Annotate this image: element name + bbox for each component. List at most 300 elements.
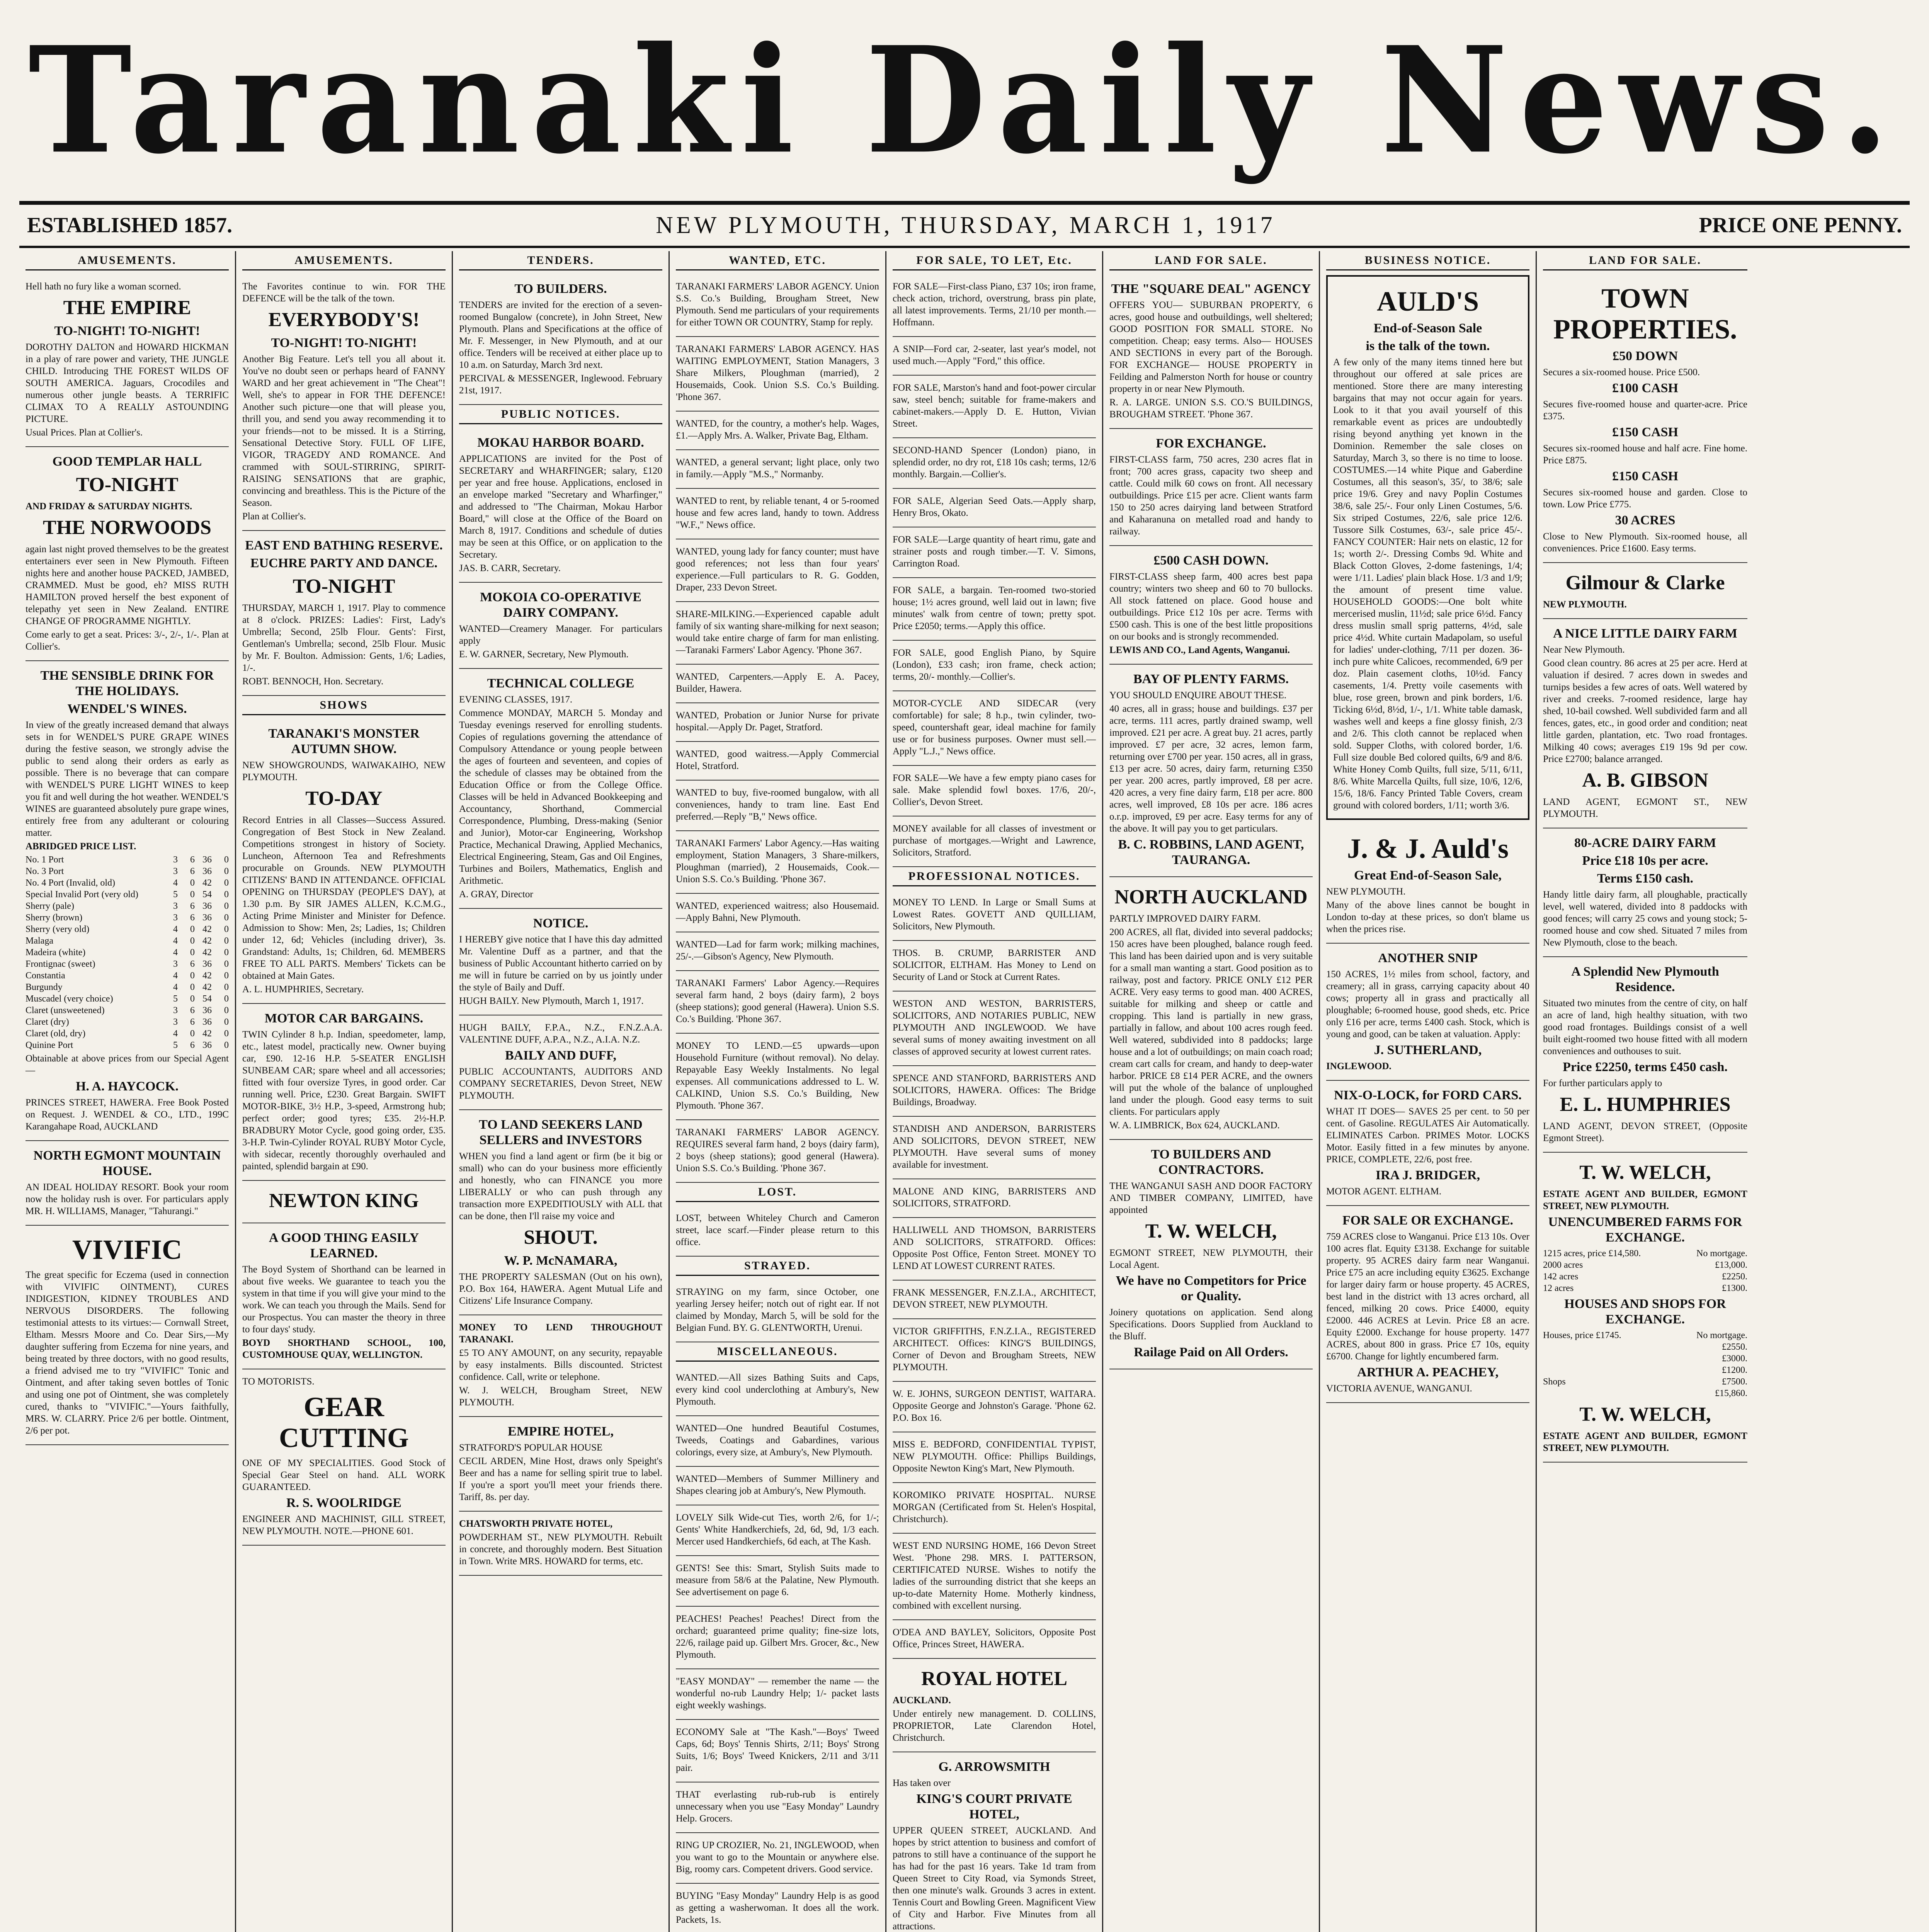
price-cell: 5	[173, 994, 178, 1004]
ad-footer: A. GRAY, Director	[459, 889, 533, 900]
price-cell: 4	[173, 936, 178, 946]
price-list-heading: ABRIDGED PRICE LIST.	[26, 841, 136, 852]
price-cell: 0	[224, 971, 229, 981]
ad-subtitle-2: AND FRIDAY & SATURDAY NIGHTS.	[26, 501, 192, 512]
property-text: Secures a six-roomed house. Price £500.	[1543, 367, 1700, 378]
ad-name: E. L. HUMPHRIES	[1560, 1094, 1731, 1116]
ad-intro: Hell hath no fury like a woman scorned.	[26, 281, 181, 292]
property-heading: £100 CASH	[1612, 381, 1678, 395]
newton-king-ad	[242, 1181, 446, 1223]
ad-name: R. S. WOOLRIDGE	[286, 1496, 401, 1510]
wanted-ad	[676, 1034, 879, 1120]
price-item: Claret (dry)	[26, 1017, 69, 1027]
farm-row	[1543, 1282, 1747, 1294]
ad-body: THAT everlasting rub-rub-rub is entirely unnecessary when you use "Easy Monday" Laundry Help. Grocers.	[676, 1789, 879, 1824]
ad-title: MOTOR CAR BARGAINS.	[264, 1011, 424, 1026]
section-heading: SHOWS	[242, 696, 446, 715]
professional-notices-list	[893, 890, 1096, 1659]
price-cell: 0	[224, 1017, 229, 1027]
price-item: Special Invalid Port (very old)	[26, 889, 138, 900]
strayed-ad	[676, 1280, 879, 1342]
ad-body: STANDISH AND ANDERSON, BARRISTERS AND SOLICITORS, DEVON STREET, NEW PLYMOUTH. Have several sums of money available for investment.	[893, 1124, 1096, 1170]
dateline-bar	[19, 201, 1910, 248]
price-row	[26, 900, 229, 912]
ad-body: WANTED, a general servant; light place, only two in family.—Apply "M.S.," Normanby.	[676, 457, 879, 480]
section-heading: STRAYED.	[676, 1257, 879, 1276]
ad-subtitle: NEW PLYMOUTH.	[1543, 599, 1627, 610]
ad-body: WANTED, Probation or Junior Nurse for private hospital.—Apply Dr. Paget, Stratford.	[676, 710, 879, 733]
partnership-notice	[459, 909, 662, 1015]
ad-title: A NICE LITTLE DAIRY FARM	[1553, 626, 1737, 641]
table-cell: 2000 acres	[1543, 1260, 1583, 1270]
price-cell: 36	[202, 1005, 212, 1015]
masthead	[19, 15, 1910, 193]
ad-body: A few only of the many items tinned here but throughout our offered at sale prices are mentioned. Store there are many interesting bargains that may not occur again for years. Look to it that you avail yourself of this remarkable event as prices are undoubtedly rising beyond anything yet known in the Dominion. Remember the sale closes on Saturday, March 3, so there is no time to loose. COSTUMES.—14 white Pique and Gaberdine Costumes, all this season's, 35/, to 38/6; sale price 19/6. Grey and navy Poplin Costumes 38/6, sale 25/-. Four only Linen Costumes, 5/6. Six striped Costumes, 22/6, sale price 12/6. Tussore Silk Costumes, 63/-, sale price 45/-. FANCY COUNTER: Hair nets on elastic, 12 for 1s; worth 2/-. Dressing Combs 9d. White and Black Cotton Gloves, 2-dome fastenings, 1/4; were 1/11. Ladies' plain black Hose. 1/3 and 1/9; the amount of present time value. HOUSEHOLD GOODS:—One bolt white mercerised muslin, 11½d; sale price 6½d. Fancy dress muslin small sprig patterns, 4½d, sale price 4½d. White curtain Madapolam, so useful for ladies' under-clothing, 7/11 per dozen. 36-inch pure white Calicoes, recommended, 6/9 per doz. Plain casement cloths, 10½d. Fancy casements, 1/4. Pretty voile casements with blue, rose green, brown and pink borders, 1/6. Ticking 6½d, 8½d, 1/-, 1/1. White table damask, washes well and keeps a fine glossy finish, 2/3 and 2/6. This cloth cannot be replaced when sold. Supper Cloths, with colored border, 1/6. Full size double Bed colored quilts, 6/9 and 8/6. White Honey Comb Quilts, full size, 5/11, 6/11, 8/6. White Marcella Quilts, full size, 10/6, 12/6, 15/6, 18/6. Fancy Printed Table Covers, cream ground with colored borders, 1/11; worth 3/6.	[1333, 357, 1522, 811]
ad-body: FOR SALE—We have a few empty piano cases for sale. Make splendid fowl boxes. 17/6, 20/-, Collier's, Devon Street.	[893, 773, 1096, 807]
ad-title: TOWN PROPERTIES.	[1553, 283, 1737, 345]
misc-ad	[676, 1782, 879, 1833]
ad-footer: LAND AGENT, EGMONT ST., NEW PLYMOUTH.	[1543, 797, 1747, 819]
ad-body: FIRST-CLASS farm, 750 acres, 230 acres flat in front; 700 acres grass, capacity two sheep and cattle. Could milk 60 cows on front. All necessary outbuildings. Price £15 per acre. Client wants farm 150 to 250 acres dairying land between Stratford and Kaharanuna on metalled road and handy to railway.	[1109, 454, 1313, 537]
ad-name: THE NORWOODS	[43, 517, 211, 539]
technical-college-ad	[459, 669, 662, 909]
wanted-ad	[676, 274, 879, 337]
vivific-ad	[26, 1226, 229, 1445]
price-cell: 6	[190, 855, 195, 865]
price-item: Sherry (very old)	[26, 924, 90, 934]
ad-title: NEWTON KING	[269, 1190, 419, 1212]
ad-body: WANTED—One hundred Beautiful Costumes, Tweeds, Coatings and Gabardines, various colorings, every size, at Ambury's, New Plymouth.	[676, 1423, 879, 1458]
price-item: No. 3 Port	[26, 866, 64, 876]
price-cell: 0	[224, 889, 229, 900]
ad-body: In view of the greatly increased demand that always sets in for WENDEL'S PURE GRAPE WINES during the festive season, we strongly advise the public to send along their orders as early as possible. There is no beverage that can compare with WENDEL'S PURE LIGHT WINES to keep you fit and well during the hot weather. WENDEL'S WINES are guaranteed absolutely pure grape wines, entirely free from any adulterant or colouring matter.	[26, 720, 229, 838]
professional-notice	[893, 1066, 1096, 1117]
misc-ad	[676, 1556, 879, 1607]
price-cell: 0	[224, 982, 229, 992]
column-heading: AMUSEMENTS.	[26, 251, 229, 270]
price-cell: 0	[224, 994, 229, 1004]
price-cell: 6	[190, 959, 195, 969]
ad-body: MONEY TO LEND. In Large or Small Sums at Lowest Rates. GOVETT AND QUILLIAM, Solicitors, New Plymouth.	[893, 897, 1096, 932]
ad-title: THE SENSIBLE DRINK FOR THE HOLIDAYS.	[40, 668, 214, 698]
price-cell: 3	[173, 866, 178, 876]
ad-body: WANTED, for the country, a mother's help. Wages, £1.—Apply Mrs. A. Walker, Private Bag, Eltham.	[676, 418, 879, 441]
house-row	[1543, 1376, 1747, 1388]
ad-body: DOROTHY DALTON and HOWARD HICKMAN in a play of rare power and variety, THE JUNGLE CHILD. Introducing THE FOREST WILDS OF SOUTH AMERICA. Jaguars, Crocodiles and numerous other jungle beasts. A TERRIFIC CLIMAX TO A REALLY ASTOUNDING PICTURE.	[26, 342, 229, 424]
table-cell: £2250.	[1722, 1272, 1747, 1282]
misc-ads-list	[676, 1366, 879, 1932]
ad-footer: MOTOR AGENT. ELTHAM.	[1326, 1186, 1442, 1197]
professional-notice	[893, 1319, 1096, 1382]
price-cell: 4	[173, 924, 178, 934]
ad-name: J. SUTHERLAND,	[1374, 1043, 1482, 1057]
ad-name: T. W. WELCH,	[1579, 1162, 1711, 1184]
ad-highlight: We have no Competitors for Price or Quality.	[1116, 1274, 1306, 1303]
ad-body: FOR SALE, a bargain. Ten-roomed two-storied house; 1½ acres ground, well laid out in lawn; five minutes' walk from centre of town; pretty spot. Price £2050; terms.—Apply this office.	[893, 585, 1096, 631]
price-cell: 42	[202, 971, 212, 981]
table-cell	[1543, 1364, 1667, 1376]
professional-notice	[893, 890, 1096, 941]
price-cell: 6	[190, 866, 195, 876]
ad-name: W. P. McNAMARA,	[504, 1253, 617, 1268]
ad-body: KOROMIKO PRIVATE HOSPITAL. NURSE MORGAN (Certificated from St. Helen's Hospital, Christchurch).	[893, 1490, 1096, 1524]
price-cell: 6	[190, 1040, 195, 1050]
ad-shout: SHOUT.	[524, 1226, 598, 1248]
town-property-list	[1543, 349, 1747, 554]
ad-body: ECONOMY Sale at "The Kash."—Boys' Tweed Caps, 6d; Boys' Tennis Shirts, 2/11; Boys' Strong Suits, 1/6; Boys' Tweed Knickers, 2/11 and 3/11 pair.	[676, 1727, 879, 1773]
column-2	[236, 251, 453, 1932]
ad-body: FOR SALE, good English Piano, by Squire (London), £33 cash; iron frame, check action; terms, 20/- monthly.—Collier's.	[893, 648, 1096, 682]
for-sale-ad	[893, 274, 1096, 337]
price-cell: 3	[173, 1005, 178, 1015]
ad-body: THOS. B. CRUMP, BARRISTER AND SOLICITOR, ELTHAM. Has Money to Lend on Security of Land or Stock at Current Rates.	[893, 948, 1096, 982]
price-row	[26, 958, 229, 970]
ad-subtitle: TO-NIGHT	[293, 575, 395, 597]
ad-body: TENDERS are invited for the erection of a seven-roomed Bungalow (concrete), in John Street, New Plymouth. Plans and Specifications at the office of Mr. F. Messenger, in New Plymouth, and at our office. Tenders will be received at either place up to 10 a.m. on Saturday, March 3rd next.	[459, 300, 662, 370]
price-item: Frontignac (sweet)	[26, 959, 95, 969]
ad-body: FOR SALE, Marston's hand and foot-power circular saw, steel bench; suitable for frame-makers and cabinet-makers.—Apply D. E. Hutton, Vivian Street.	[893, 383, 1096, 429]
ad-place: NEW PLYMOUTH.	[1326, 886, 1406, 897]
table-cell: £15,860.	[1715, 1388, 1747, 1398]
ad-body: PUBLIC ACCOUNTANTS, AUDITORS AND COMPANY SECRETARIES, Devon Street, NEW PLYMOUTH.	[459, 1066, 662, 1101]
ad-footer: HUGH BAILY. New Plymouth, March 1, 1917.	[459, 996, 644, 1006]
ad-body: WANTED.—All sizes Bathing Suits and Caps, every kind cool underclothing at Ambury's, New Plymouth.	[676, 1372, 879, 1407]
price-cell: 0	[224, 855, 229, 865]
table-cell: £1300.	[1722, 1283, 1747, 1293]
price-cell: 0	[224, 947, 229, 957]
wanted-ad	[676, 1120, 879, 1183]
price-label: PRICE ONE PENNY.	[1699, 213, 1902, 237]
ad-subtitle: ESTATE AGENT AND BUILDER, EGMONT STREET, NEW PLYMOUTH.	[1543, 1189, 1747, 1211]
wanted-ad	[676, 412, 879, 450]
price-item: Quinine Port	[26, 1040, 73, 1050]
price-row	[26, 1039, 229, 1051]
dateline-text: NEW PLYMOUTH, THURSDAY, MARCH 1, 1917	[656, 212, 1276, 238]
ad-body: WANTED, Carpenters.—Apply E. A. Pacey, Builder, Hawera.	[676, 672, 879, 694]
ad-title: FOR SALE OR EXCHANGE.	[1342, 1213, 1514, 1228]
cash-down-ad	[1109, 546, 1313, 665]
ad-footer: E. W. GARNER, Secretary, New Plymouth.	[459, 649, 629, 660]
ad-body: WHAT IT DOES— SAVES 25 per cent. to 50 per cent. of Gasoline. REGULATES Air Automatically. ELIMINATES Carbon. PRIMES Motor. LOCKS Motor. Easily fitted in a few minutes by anyone. PRICE, COMPLETE, 22/6, post free.	[1326, 1106, 1529, 1165]
price-item: No. 1 Port	[26, 855, 64, 865]
price-row	[26, 981, 229, 993]
for-sale-ad	[893, 438, 1096, 489]
ad-body: RING UP CROZIER, No. 21, INGLEWOOD, when you want to go to the Mountain or anywhere else. Big, roomy cars. Competent drivers. Good service.	[676, 1840, 879, 1874]
ad-intro: The Favorites continue to win. FOR THE DEFENCE will be the talk of the town.	[242, 281, 446, 304]
price-cell: 0	[190, 971, 195, 981]
price-cell: 0	[190, 878, 195, 888]
house-row	[1543, 1330, 1747, 1341]
for-exchange-ad	[1109, 429, 1313, 546]
ad-subtitle: STRATFORD'S POPULAR HOUSE	[459, 1442, 603, 1453]
misc-ad	[676, 1669, 879, 1720]
wanted-ad	[676, 703, 879, 742]
price-cell: 42	[202, 936, 212, 946]
house-row	[1543, 1341, 1747, 1353]
ad-title: MONEY TO LEND THROUGHOUT TARANAKI.	[459, 1322, 662, 1345]
professional-notice	[893, 992, 1096, 1066]
for-sale-ad	[893, 527, 1096, 578]
price-row	[26, 889, 229, 900]
ad-title: MOKAU HARBOR BOARD.	[477, 435, 644, 450]
section-heading: MISCELLANEOUS.	[676, 1342, 879, 1362]
house-row	[1543, 1353, 1747, 1364]
professional-notice	[893, 1281, 1096, 1319]
table-cell: 142 acres	[1543, 1272, 1579, 1282]
price-cell: 0	[190, 994, 195, 1004]
price-row	[26, 993, 229, 1005]
ad-name: T. W. WELCH,	[1145, 1220, 1277, 1242]
ad-body: FRANK MESSENGER, F.N.Z.I.A., ARCHITECT, DEVON STREET, NEW PLYMOUTH.	[893, 1287, 1096, 1310]
ad-price: Price £18 10s per acre.	[1582, 854, 1708, 868]
price-cell: 42	[202, 1029, 212, 1039]
ad-body: VICTOR GRIFFITHS, F.N.Z.I.A., REGISTERED ARCHITECT. Offices: KING'S BUILDINGS, Corner of Devon and Brougham Streets, NEW PLYMOUTH.	[893, 1326, 1096, 1372]
ad-footer: Plan at Collier's.	[242, 511, 306, 522]
houses-title: HOUSES AND SHOPS FOR EXCHANGE.	[1564, 1297, 1726, 1327]
for-sale-ad	[893, 376, 1096, 438]
price-cell: 0	[224, 878, 229, 888]
wanted-ad	[676, 781, 879, 831]
for-sale-ad	[893, 641, 1096, 691]
price-cell: 42	[202, 947, 212, 957]
section-heading: PUBLIC NOTICES.	[459, 405, 662, 424]
ad-title: TO BUILDERS AND CONTRACTORS.	[1151, 1147, 1271, 1177]
column-1	[19, 251, 236, 1932]
ad-body: TARANAKI FARMERS' LABOR AGENCY. REQUIRES several farm hand, 2 boys (dairy farm), 2 boys (sheep stations); good general (Hawera). Union S.S. Co.'s Building. 'Phone 367.	[676, 1127, 879, 1173]
ad-body: Situated two minutes from the centre of city, on half an acre of land, high healthy situation, with two good road frontages. Buildings consist of a well built eight-roomed two house fitted with all modern conveniences and outhouses to suit.	[1543, 998, 1747, 1056]
price-cell: 0	[224, 913, 229, 923]
column-3	[453, 251, 670, 1932]
ad-title: THE "SQUARE DEAL" AGENCY	[1111, 282, 1311, 296]
farm-row	[1543, 1271, 1747, 1282]
ad-body: WANTED, experienced waitress; also Housemaid.—Apply Bahni, New Plymouth.	[676, 901, 879, 923]
ad-body: OFFERS YOU— SUBURBAN PROPERTY, 6 acres, good house and outbuildings, well sheltered; GOOD POSITION FOR SMALL STORE. No competition. Cheap; easy terms. Also— HOUSES AND SECTIONS in every part of the Borough. FOR EXCHANGE— HOUSE PROPERTY in Feilding and Palmerston North for house or country property in or near New Plymouth.	[1109, 300, 1313, 394]
ad-body: Under entirely new management. D. COLLINS, PROPRIETOR, Late Clarendon Hotel, Christchurch.	[893, 1709, 1096, 1743]
ad-title: EMPIRE HOTEL,	[508, 1424, 614, 1439]
wanted-ad	[676, 894, 879, 932]
bay-of-plenty-ad	[1109, 665, 1313, 877]
town-properties-ad	[1543, 274, 1747, 563]
column-heading: LAND FOR SALE.	[1543, 251, 1747, 270]
ad-name: EUCHRE PARTY AND DANCE.	[250, 556, 438, 570]
ad-body: Commence MONDAY, MARCH 5. Monday and Tuesday evenings reserved for enrolling students. Copies of regulations governing the attendance of Compulsory Attendance or young people between the ages of fourteen and seventeen, and copies of the schedule of classes may be obtained from the Education Office or from the College Office. Classes will be held in Advanced Bookkeeping and Accountancy, Shorthand, Commercial Correspondence, Plumbing, Dress-making (Senior and Junior), Motor-car Engineering, Workshop Practice, Mechanical Drawing, Applied Mechanics, Electrical Engineering, Steam, Gas and Oil Engines, Turbines and Boilers, Mathematics, English and Arithmetic.	[459, 708, 662, 886]
ad-footer: Come early to get a seat. Prices: 3/-, 2/-, 1/-. Plan at Collier's.	[26, 629, 229, 652]
price-cell: 0	[190, 1029, 195, 1039]
misc-ad	[676, 1366, 879, 1416]
empire-ad	[26, 274, 229, 447]
ad-title: VIVIFIC	[72, 1234, 182, 1265]
ad-body: 40 acres, all in grass; house and buildings. £37 per acre, terms. 111 acres, partly drained swamp, well improved. £21 per acre. A great buy. 21 acres, partly improved. £7 per acre, 32 acres, lemon farm, returning over £700 per year. 150 acres, all in grass, £13 per acre. 50 acres, dairy farm, returning £350 per year. 200 acres, partly improved, £8 per acre. 420 acres, a very fine dairy farm, £18 per acre. 800 acres, well improved, £8 10s per acre. 186 acres o.r.p. improved, £9 per acre. Easy terms for any of the above. It will pay you to get particulars.	[1109, 704, 1313, 834]
ad-body: "EASY MONDAY" — remember the name — the wonderful no-rub Laundry Help; 1/- packet lasts eight weekly washings.	[676, 1676, 879, 1711]
egmont-house-ad	[26, 1141, 229, 1226]
wanted-ad	[676, 932, 879, 971]
residence-ad	[1543, 957, 1747, 1153]
ad-subtitle: End-of-Season Sale	[1373, 321, 1482, 335]
property-text: Close to New Plymouth. Six-roomed house, all conveniences. Price £1600. Easy terms.	[1543, 531, 1747, 554]
price-cell: 6	[190, 913, 195, 923]
templar-hall-ad	[26, 447, 229, 661]
ad-body: FOR SALE, Algerian Seed Oats.—Apply sharp, Henry Bros, Okato.	[893, 496, 1096, 518]
ad-title: NOTICE.	[533, 916, 589, 930]
ad-names: HUGH BAILY, F.P.A., N.Z., F.N.Z.A.A. VALENTINE DUFF, A.P.A., N.Z., A.I.A. N.Z.	[459, 1022, 662, 1045]
professional-notice	[893, 1382, 1096, 1432]
price-cell: 6	[190, 901, 195, 911]
ad-body: MONEY available for all classes of investment or purchase of mortgages.—Wright and Lawrence, Solicitors, Stratford.	[893, 823, 1096, 858]
price-cell: 3	[173, 1017, 178, 1027]
ad-title: J. & J. Auld's	[1347, 833, 1509, 864]
price-cell: 0	[224, 1029, 229, 1039]
price-cell: 36	[202, 913, 212, 923]
price-cell: 54	[202, 889, 212, 900]
everybodys-ad	[242, 274, 446, 531]
newspaper-title: Taranaki Daily News.	[28, 14, 1901, 186]
price-item: Muscadel (very choice)	[26, 994, 113, 1004]
property-heading: £50 DOWN	[1612, 349, 1678, 363]
ad-body: WANTED—Lad for farm work; milking machines, 25/-.—Gibson's Agency, New Plymouth.	[676, 939, 879, 962]
ad-title: TARANAKI'S MONSTER AUTUMN SHOW.	[268, 726, 420, 756]
dairy-company-ad	[459, 583, 662, 669]
ad-body: 150 ACRES, 1½ miles from school, factory, and creamery; all in grass, carrying capacity about 40 cows; property all in grass and practically all ploughable; 6-roomed house, good sheds, etc. Price only £16 per acre, terms £400 cash. Stock, which is young and good, can be taken at valuation. Apply:	[1326, 969, 1529, 1039]
ad-body: TARANAKI FARMERS' LABOR AGENCY. Union S.S. Co.'s Building, Brougham Street, New Plymouth. Send me particulars of your requirements for either TOWN OR COUNTRY, Stamp for reply.	[676, 281, 879, 328]
ad-body: GENTS! See this: Smart, Stylish Suits made to measure from 58/6 at the Palatine, New Plymouth. See advertisement on page 6.	[676, 1563, 879, 1597]
ad-body: AN IDEAL HOLIDAY RESORT. Book your room now the holiday rush is over. For particulars apply MR. H. WILLIAMS, Manager, "Tahurangi."	[26, 1182, 229, 1216]
column-heading: WANTED, ETC.	[676, 251, 879, 270]
table-cell: 1215 acres, price £14,580.	[1543, 1248, 1641, 1259]
column-heading: BUSINESS NOTICE.	[1326, 251, 1529, 270]
ad-body: TARANAKI FARMERS' LABOR AGENCY. HAS WAITING EMPLOYMENT, Station Managers, 3 Share Milkers, Ploughman (married), 2 Housemaids, Cook. Union S.S. Co.'s Building. 'Phone 367.	[676, 344, 879, 402]
ad-body: FOR SALE—Large quantity of heart rimu, gate and strainer posts and rough timber.—T. V. Simons, Carrington Road.	[893, 534, 1096, 569]
price-item: No. 4 Port (Invalid, old)	[26, 878, 115, 888]
column-heading: AMUSEMENTS.	[242, 251, 446, 270]
ad-body: A SNIP—Ford car, 2-seater, last year's model, not used much.—Apply "Ford," this office.	[893, 344, 1096, 366]
misc-ad	[676, 1416, 879, 1467]
professional-notice	[893, 1432, 1096, 1483]
ad-footer: ENGINEER AND MACHINIST, GILL STREET, NEW PLYMOUTH. NOTE.—PHONE 601.	[242, 1514, 446, 1536]
wanted-ad	[676, 337, 879, 412]
column-6	[1103, 251, 1320, 1932]
ad-body: LOVELY Silk Wide-cut Ties, worth 2/6, for 1/-; Gents' White Handkerchiefs, 2d, 6d, 9d, 1/3 each. Mercer used Handkerchiefs, 6d each, at The Kash.	[676, 1512, 879, 1547]
ad-title: MOKOIA CO-OPERATIVE DAIRY COMPANY.	[480, 590, 641, 620]
money-to-lend-ad	[459, 1315, 662, 1417]
price-cell: 0	[224, 936, 229, 946]
price-cell: 0	[224, 959, 229, 969]
column-4	[670, 251, 886, 1932]
welch-exchange-ad	[1543, 1153, 1747, 1463]
ad-title: THE EMPIRE	[63, 297, 191, 319]
ad-footer-name: T. W. WELCH,	[1579, 1403, 1711, 1425]
price-row	[26, 947, 229, 958]
ad-body: SHARE-MILKING.—Experienced capable adult family of six wanting share-milking for next season; would take entire charge of farm for man enlisting.—Taranaki Farmers' Labor Agency. 'Phone 367.	[676, 609, 879, 655]
table-cell: £1200.	[1722, 1365, 1747, 1375]
table-cell	[1543, 1341, 1667, 1353]
ad-footer: LEWIS AND CO., Land Agents, Wanganui.	[1109, 645, 1290, 655]
ad-body: FIRST-CLASS sheep farm, 400 acres best papa country; winters two sheep and 60 to 70 bullocks. All stock fattened on place. Good house and outbuildings. Price £12 10s per acre. Terms with £500 cash. This is one of the best little propositions on our books and is strongly recommended.	[1109, 571, 1313, 642]
professional-notice	[893, 941, 1096, 992]
price-cell: 0	[224, 866, 229, 876]
wendels-wines-ad	[26, 661, 229, 1141]
ad-title: TECHNICAL COLLEGE	[487, 676, 634, 690]
ad-title: 80-ACRE DAIRY FARM	[1574, 836, 1716, 850]
ad-footer: W. J. WELCH, Brougham Street, NEW PLYMOUTH.	[459, 1385, 662, 1408]
ad-body: Many of the above lines cannot be bought in London to-day at these prices, so don't blame us when the prices rise.	[1326, 900, 1529, 934]
price-item: Claret (old, dry)	[26, 1029, 86, 1039]
ad-title: EVERYBODY'S!	[268, 309, 420, 331]
ad-railage: Railage Paid on All Orders.	[1134, 1345, 1288, 1359]
price-cell: 3	[173, 913, 178, 923]
ad-subtitle: Great End-of-Season Sale,	[1354, 868, 1502, 883]
price-cell: 4	[173, 878, 178, 888]
price-cell: 4	[173, 982, 178, 992]
price-item: Constantia	[26, 971, 65, 981]
ad-body: I HEREBY give notice that I have this day admitted Mr. Valentine Duff as a partner, and that the business of Public Accountant hitherto carried on by me will in future be carried on by us jointly under the style of Baily and Duff.	[459, 934, 662, 993]
ad-body: TWIN Cylinder 8 h.p. Indian, speedometer, lamp, etc., latest model, practically new. Owner buying car, £90. 12-16 H.P. 5-SEATER ENGLISH SUNBEAM CAR; spare wheel and all accessories; fitted with four oversize Tyres, in good order. Car running well. Price, £230. Great Bargain. SWIFT MOTOR-BIKE, 3½ H.P., 3-speed, Armstrong hub; perfect order; good tyres; £35. 2½-H.P. BRADBURY Motor Cycle, good going order, £35. 3-H.P. Twin-Cylinder ROYAL RUBY Motor Cycle, with sidecar, recently thoroughly overhauled and painted, splendid bargain at £90.	[242, 1029, 446, 1172]
ad-intro: Has taken over	[893, 1778, 951, 1788]
ad-body: 759 ACRES close to Wanganui. Price £13 10s. Over 100 acres flat. Equity £3138. Exchange for suitable property. 95 ACRES dairy farm near Wanganui. Price £75 an acre including equity £3625. Exchange for larger dairy farm or house property. 45 ACRES, best land in the district with 13 acres orchard, all fenced, milking 20 cows. Price £4000, equity £2000. 446 ACRES at Levin. Price £8 an acre. Equity £2000. Exchange for house property. 1477 ACRES, about 800 in grass. Price £7 10s, equity £6700. Change for lightly encumbered farm.	[1326, 1231, 1529, 1362]
wanted-ad	[676, 602, 879, 665]
wanted-ads-list	[676, 274, 879, 1183]
price-cell: 54	[202, 994, 212, 1004]
town-property	[1543, 381, 1747, 422]
for-sale-ad	[893, 337, 1096, 376]
table-cell: £13,000.	[1715, 1260, 1747, 1270]
column-heading: LAND FOR SALE.	[1109, 251, 1313, 270]
ad-body: Good clean country. 86 acres at 25 per acre. Herd at valuation if desired. 7 acres down in swedes and turnips besides a few acres of oats. Well watered by river and creeks. 7-roomed residence, large hay shed, 10-bail cowshed. Well subdivided farm and all fences, gates, etc., in good order and condition; neat little garden, plantation, etc. Two road frontages. Milking 40 cows; averages £19 19s 9d per cow. Price £2700; balance arranged.	[1543, 658, 1747, 764]
ad-address: LAND AGENT, DEVON STREET, (Opposite Egmont Street).	[1543, 1121, 1747, 1143]
ad-footer: INGLEWOOD.	[1326, 1061, 1391, 1071]
price-row	[26, 923, 229, 935]
price-cell: 42	[202, 982, 212, 992]
price-row	[26, 1016, 229, 1028]
land-seekers-ad	[459, 1110, 662, 1315]
town-property	[1543, 469, 1747, 510]
wanted-ad	[676, 539, 879, 602]
table-cell: No mortgage.	[1696, 1330, 1747, 1340]
aulds-sale-ad	[1326, 275, 1529, 820]
price-cell: 36	[202, 855, 212, 865]
price-row	[26, 970, 229, 981]
farm-row	[1543, 1259, 1747, 1271]
ad-title: BAILY AND DUFF,	[505, 1048, 617, 1063]
price-cell: 0	[190, 924, 195, 934]
shorthand-ad	[242, 1223, 446, 1369]
professional-notice	[893, 1179, 1096, 1218]
price-cell: 4	[173, 1029, 178, 1039]
ad-body: The great specific for Eczema (used in connection with VIVIFIC OINTMENT), CURES INDIGESTION, KIDNEY TROUBLES AND NERVOUS DISORDERS. The following testimonial attests to its virtues:— Cornwall Street, Eltham. Messrs Moore and Co. Dear Sirs,—My daughter suffering from Eczema for nine years, and being treated by three doctors, with no good results, a friend advised me to try "VIVIFIC" Tonic and Ointment, and after taking seven bottles of Tonic and using one pot of Ointment, she was completely cured, thanks to "VIVIFIC."—Yours faithfully, MRS. W. CLARRY. Price 2/6 per bottle. Ointment, 2/6 per pot.	[26, 1270, 229, 1436]
ad-footer: VICTORIA AVENUE, WANGANUI.	[1326, 1383, 1472, 1394]
ad-title: UNENCUMBERED FARMS FOR EXCHANGE.	[1548, 1215, 1742, 1245]
for-sale-ad	[893, 489, 1096, 527]
ad-subtitle: AUCKLAND.	[893, 1695, 951, 1706]
ad-title: FOR EXCHANGE.	[1156, 436, 1266, 451]
ad-body: WANTED to buy, five-roomed bungalow, with all conveniences, handy to tram line. East End preferred.—Reply "B," News office.	[676, 787, 879, 822]
ad-tagline: is the talk of the town.	[1366, 339, 1490, 353]
ad-body: WEST END NURSING HOME, 166 Devon Street West. 'Phone 298. MRS. I. PATTERSON, CERTIFICATED NURSE. Wishes to notify the ladies of the surrounding district that she keeps an up-to-date Maternity Home. Motherly kindness, combined with excellent nursing.	[893, 1541, 1096, 1611]
price-cell: 36	[202, 1017, 212, 1027]
ad-title: NORTH AUCKLAND	[1114, 886, 1308, 908]
misc-ad	[676, 1720, 879, 1782]
misc-ad	[676, 1505, 879, 1556]
ad-title: A GOOD THING EASILY LEARNED.	[269, 1231, 419, 1260]
property-text: Secures six-roomed house and garden. Close to town. Low Price £775.	[1543, 487, 1747, 510]
property-heading: £150 CASH	[1612, 469, 1678, 483]
ad-title: NIX-O-LOCK, for FORD CARS.	[1334, 1088, 1522, 1102]
ad-title: £500 CASH DOWN.	[1153, 553, 1269, 568]
price-cell: 4	[173, 971, 178, 981]
ad-price: Price £2250, terms £450 cash.	[1563, 1060, 1728, 1074]
chatsworth-hotel-ad	[459, 1512, 662, 1576]
price-cell: 0	[190, 889, 195, 900]
ad-subtitle: TO-NIGHT! TO-NIGHT!	[54, 324, 200, 338]
